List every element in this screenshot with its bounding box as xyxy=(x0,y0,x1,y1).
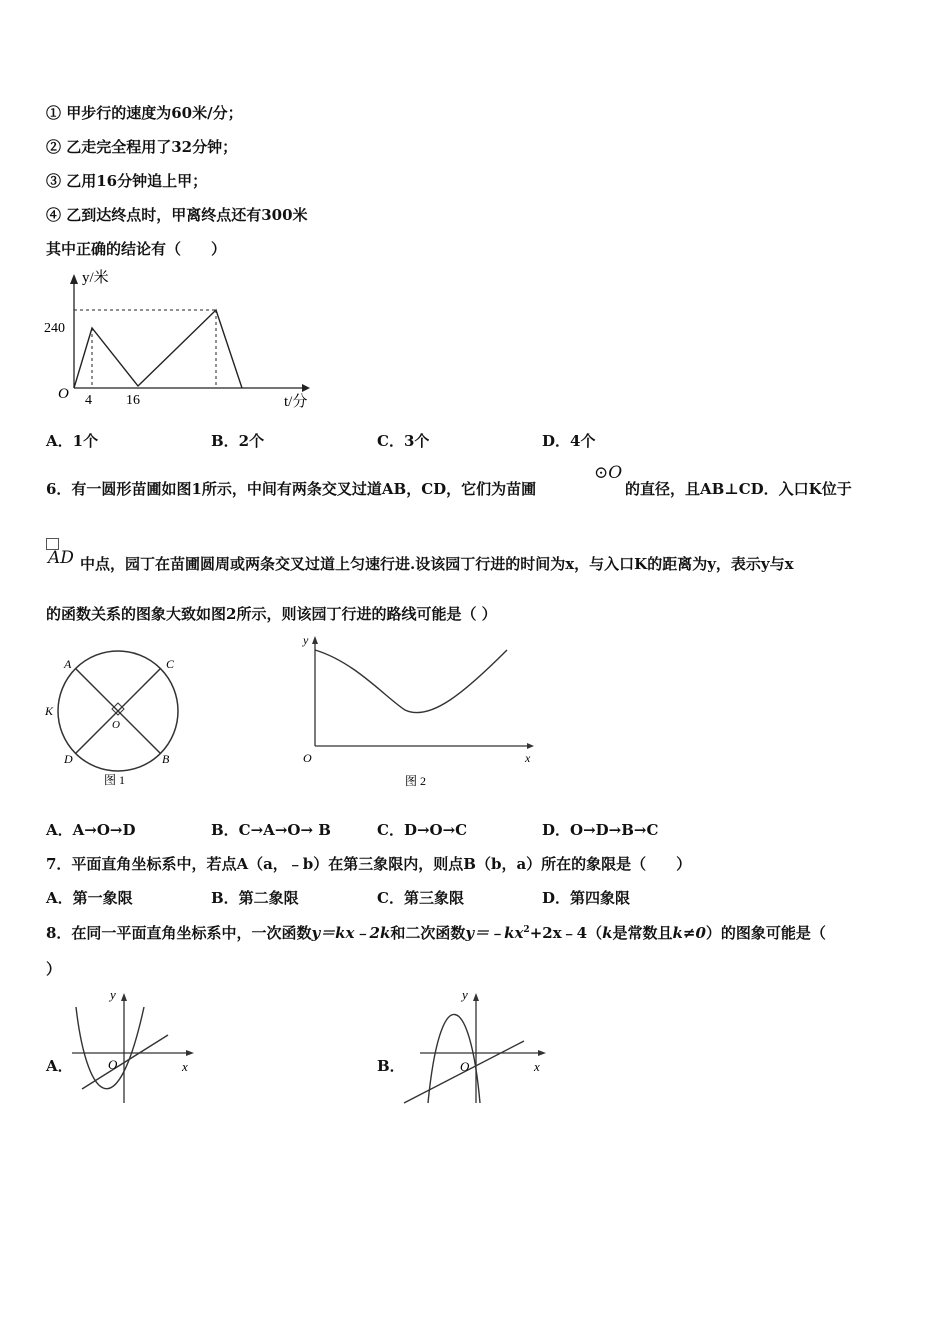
q5-x-label: t/分 xyxy=(284,394,308,410)
q8-exponent: 2 xyxy=(523,925,530,935)
q5-x-tick-16: 16 xyxy=(126,393,140,408)
fig2-origin: O xyxy=(303,751,312,765)
q8-k: k xyxy=(602,924,613,942)
fig2-x-label: x xyxy=(525,751,531,765)
q8-linear-fn: y＝kx﹣2k xyxy=(311,924,391,942)
q5-statement-3: ③ 乙用16分钟追上甲； xyxy=(46,172,208,190)
q8-graph-a xyxy=(70,985,210,1115)
fig1-caption: 图 1 xyxy=(104,773,126,787)
q5-option-d: D．4个 xyxy=(542,432,596,450)
q7-option-c: C．第三象限 xyxy=(377,889,464,907)
q6-line-1a: 6．有一圆形苗圃如图1所示，中间有两条交叉过道AB，CD，它们为苗圃 xyxy=(46,480,537,498)
q8-quadratic-fn: y＝﹣kx xyxy=(465,924,524,942)
q6-arc-label: AD xyxy=(48,548,74,568)
q5-y-label: y/米 xyxy=(82,270,109,286)
q7-option-d: D．第四象限 xyxy=(542,889,631,907)
q6-line-1b: 的直径，且AB⊥CD．入口K位于 xyxy=(625,480,852,498)
fig1-label-b: B xyxy=(162,752,170,766)
q8-condition: k≠0 xyxy=(672,924,706,942)
q6-line-2: 中点，园丁在苗圃圆周或两条交叉过道上匀速行进.设该园丁行进的时间为x，与入口K的距离为y，表示y与x xyxy=(80,555,794,573)
q5-statement-2: ② 乙走完全程用了32分钟； xyxy=(46,138,238,156)
fig2-caption: 图 2 xyxy=(405,774,427,788)
q6-figure-1 xyxy=(40,650,200,790)
q6-option-a: A．A→O→D xyxy=(46,821,136,839)
fig1-label-c: C xyxy=(166,657,175,671)
q5-distance-time-graph xyxy=(40,262,330,412)
q5-statement-1: ① 甲步行的速度为60米/分； xyxy=(46,104,243,122)
q8-stem-d: ）的图象可能是（ xyxy=(705,924,826,942)
q6-line-3: 的函数关系的图象大致如图2所示，则该园丁行进的路线可能是（ ） xyxy=(46,605,497,623)
q5-prompt: 其中正确的结论有（ ） xyxy=(46,240,227,258)
q8a-x-label: x xyxy=(182,1059,188,1074)
q8-quadratic-tail: +2x﹣4（ xyxy=(529,924,603,942)
q5-option-c: C．3个 xyxy=(377,432,430,450)
q7-option-a: A．第一象限 xyxy=(46,889,133,907)
fig1-label-a: A xyxy=(64,657,72,671)
q8b-origin: O xyxy=(460,1059,470,1074)
q6-option-b: B．C→A→O→ B xyxy=(211,821,331,839)
q8-stem-end: ） xyxy=(46,960,62,978)
q8a-origin: O xyxy=(108,1057,118,1072)
q8-stem-a: 8．在同一平面直角坐标系中，一次函数 xyxy=(46,924,312,942)
q8b-y-label: y xyxy=(462,987,468,1002)
q6-option-d: D．O→D→B→C xyxy=(542,821,659,839)
q5-option-b: B．2个 xyxy=(211,432,265,450)
q8a-y-label: y xyxy=(110,987,116,1002)
q7-option-b: B．第二象限 xyxy=(211,889,299,907)
q8-stem xyxy=(46,922,826,943)
fig1-label-o: O xyxy=(112,719,120,731)
q8-stem-c: 是常数且 xyxy=(612,924,673,942)
q6-figure-2 xyxy=(295,632,545,792)
q5-statement-4: ④ 乙到达终点时，甲离终点还有300米 xyxy=(46,206,308,224)
q5-y-tick: 240 xyxy=(44,321,65,336)
q5-origin: O xyxy=(58,386,69,402)
q6-option-c: C．D→O→C xyxy=(377,821,468,839)
q8b-x-label: x xyxy=(534,1059,540,1074)
q6-circle-symbol: ⊙O xyxy=(594,463,623,483)
fig1-label-k: K xyxy=(45,704,54,718)
fig1-label-d: D xyxy=(64,752,73,766)
q7-stem: 7．平面直角坐标系中，若点A（a，﹣b）在第三象限内，则点B（b，a）所在的象限是（ ） xyxy=(46,855,692,873)
q8-stem-b: 和二次函数 xyxy=(390,924,466,942)
fig2-y-label: y xyxy=(303,633,309,647)
q5-x-tick-4: 4 xyxy=(85,393,92,408)
q8-graph-b xyxy=(400,985,550,1115)
q5-option-a: A．1个 xyxy=(46,432,99,450)
q8-option-a-label: A． xyxy=(46,1057,73,1075)
q8-option-b-label: B． xyxy=(377,1057,405,1075)
